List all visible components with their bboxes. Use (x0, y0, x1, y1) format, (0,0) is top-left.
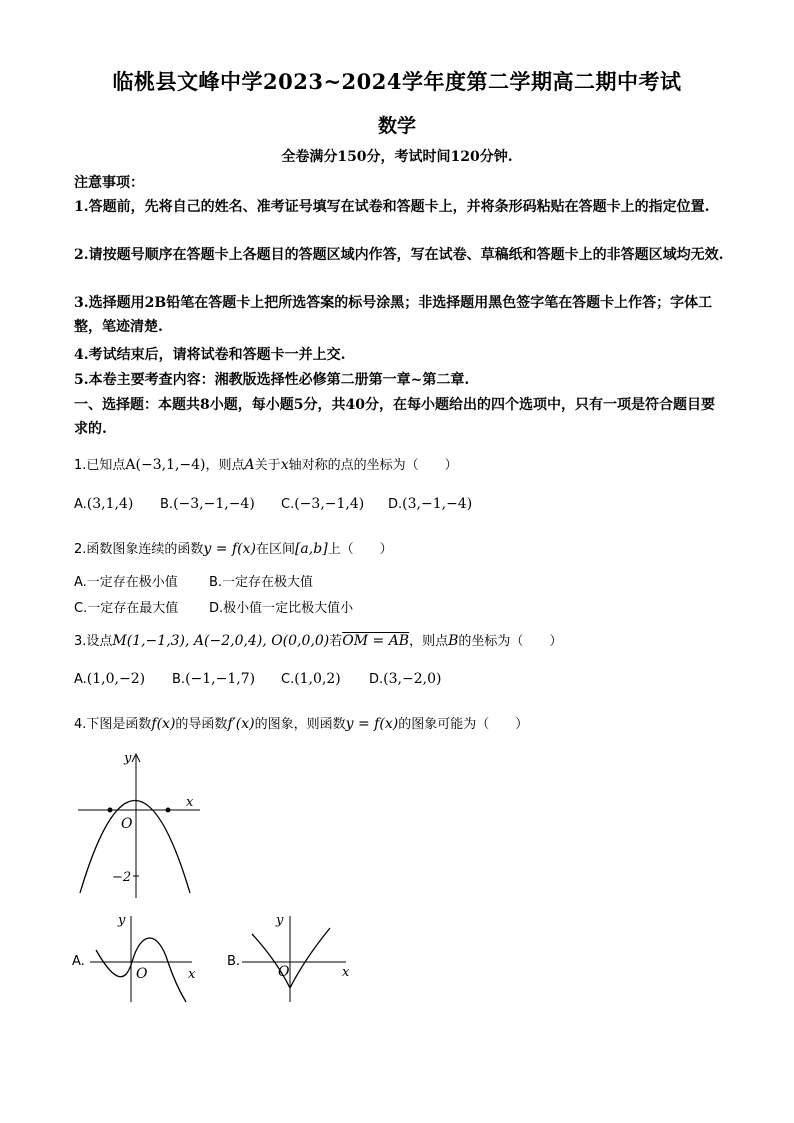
q2-text-1: 2.函数图象连续的函数 (74, 542, 204, 557)
q1-option-c[interactable] (281, 496, 364, 512)
q3-math-1: M(1,−1,3), A(−2,0,4), O(0,0,0) (112, 633, 330, 649)
q4-option-b[interactable]: B. (227, 954, 241, 969)
exam-title: 临桃县文峰中学2023~2024学年度第二学期高二期中考试 (112, 69, 682, 94)
q3-option-d[interactable] (369, 671, 441, 687)
q4-math-3: y = f(x) (345, 716, 399, 732)
q2-option-b[interactable]: B.一定存在极大值 (209, 575, 314, 590)
option-a-x-label: x (188, 967, 196, 982)
q3-option-b-value: (−1,−1,7) (185, 671, 256, 687)
q1-math-2: A (244, 457, 255, 473)
q1-math-1: A(−3,1,−4) (125, 457, 206, 473)
q2-option-c[interactable]: C.一定存在最大值 (74, 601, 179, 616)
option-b-curve (252, 928, 330, 988)
q2-text-3: 上（ ） (327, 542, 393, 557)
q1-option-a-label: A. (74, 497, 87, 512)
score-info: 全卷满分150分，考试时间120分钟. (281, 149, 513, 165)
q3-option-c-label: C. (281, 672, 295, 687)
option-b-graph[interactable] (238, 910, 356, 1006)
q1-option-a[interactable] (74, 496, 133, 512)
q2-option-d[interactable]: D.极小值一定比极大值小 (209, 601, 354, 616)
option-a-graph[interactable] (86, 910, 202, 1006)
option-b-y-label: y (276, 913, 284, 928)
q3-option-c-value: (1,0,2) (294, 671, 341, 687)
notes-heading: 注意事项： (74, 175, 144, 191)
main-graph-origin-label: O (121, 816, 133, 832)
question-3 (74, 630, 562, 649)
q1-math-3: x (280, 457, 289, 473)
q4-text-1: 4.下图是函数 (74, 717, 152, 732)
q4-option-a[interactable]: A. (72, 954, 85, 969)
q3-math-3: B (448, 633, 459, 649)
option-b-origin-label: O (278, 964, 290, 980)
note-item-3: 3.选择题用2B铅笔在答题卡上把所选答案的标号涂黑；非选择题用黑色签字笔在答题卡上作答；字体工整，笔迹清楚. (74, 295, 713, 335)
q1-option-c-label: C. (281, 497, 295, 512)
q2-math-1: y = f(x) (203, 541, 256, 557)
question-2 (74, 538, 393, 557)
q3-text-3: ，则点 (409, 634, 449, 649)
main-graph-tick-label: −2 (112, 870, 132, 885)
q1-option-d-label: D. (388, 497, 403, 512)
question-1 (74, 454, 458, 473)
q3-option-a[interactable] (74, 671, 145, 687)
main-graph-root-left (108, 808, 113, 813)
q3-option-b[interactable] (172, 671, 255, 687)
main-graph-root-right (166, 808, 171, 813)
q1-option-a-value: (3,1,4) (86, 496, 134, 512)
q1-option-b[interactable] (160, 496, 255, 512)
q1-option-c-value: (−3,−1,4) (294, 496, 365, 512)
option-a-origin-label: O (136, 966, 148, 982)
main-graph-y-label: y (124, 751, 132, 766)
main-graph-x-label: x (186, 795, 194, 810)
q2-text-2: 在区间 (255, 542, 295, 557)
q3-option-d-label: D. (369, 672, 384, 687)
main-graph-parabola (80, 801, 190, 894)
q1-option-d[interactable] (388, 496, 472, 512)
q2-option-a[interactable]: A.一定存在极小值 (74, 575, 178, 590)
q1-text-1: 1.已知点 (74, 458, 126, 473)
note-item-5: 5.本卷主要考查内容：湘教版选择性必修第二册第一章~第二章. (74, 372, 470, 388)
q4-text-4: 的图象可能为（ ） (398, 717, 529, 732)
note-item-4: 4.考试结束后，请将试卷和答题卡一并上交. (74, 347, 346, 363)
q3-text-2: 若 (329, 634, 343, 649)
q1-text-2: ，则点 (205, 458, 245, 473)
note-item-2: 2.请按题号顺序在答题卡上各题目的答题区域内作答，写在试卷、草稿纸和答题卡上的非答题区域均无效. (74, 247, 724, 263)
q2-math-2: [a,b] (294, 541, 328, 557)
section-1-heading: 一、选择题：本题共8小题，每小题5分，共40分，在每小题给出的四个选项中，只有一项是符合题目要求的. (74, 397, 715, 437)
q3-option-a-value: (1,0,−2) (86, 671, 146, 687)
q1-option-b-value: (−3,−1,−4) (173, 496, 255, 512)
q4-text-2: 的导函数 (175, 717, 228, 732)
note-item-1: 1.答题前，先将自己的姓名、准考证号填写在试卷和答题卡上，并将条形码粘贴在答题卡上的指定位置. (74, 199, 710, 215)
q3-option-d-value: (3,−2,0) (383, 671, 442, 687)
q1-option-d-value: (3,−1,−4) (402, 496, 473, 512)
q3-option-b-label: B. (172, 672, 186, 687)
q3-text-1: 3.设点 (74, 634, 113, 649)
q4-math-1: f(x) (151, 716, 176, 732)
q3-math-2: OM = AB (342, 633, 410, 649)
q3-text-4: 的坐标为（ ） (458, 634, 563, 649)
q3-option-c[interactable] (281, 671, 341, 687)
question-4 (74, 713, 528, 732)
q3-option-a-label: A. (74, 672, 87, 687)
derivative-graph (70, 748, 220, 900)
q1-text-3: 关于 (254, 458, 281, 473)
q1-option-b-label: B. (160, 497, 174, 512)
q4-text-3: 的图象，则函数 (254, 717, 346, 732)
subject-title: 数学 (377, 115, 416, 137)
q1-text-4: 轴对称的点的坐标为（ ） (288, 458, 458, 473)
q4-math-2: f′(x) (227, 716, 255, 732)
option-a-y-label: y (118, 913, 126, 928)
option-b-x-label: x (342, 965, 350, 980)
